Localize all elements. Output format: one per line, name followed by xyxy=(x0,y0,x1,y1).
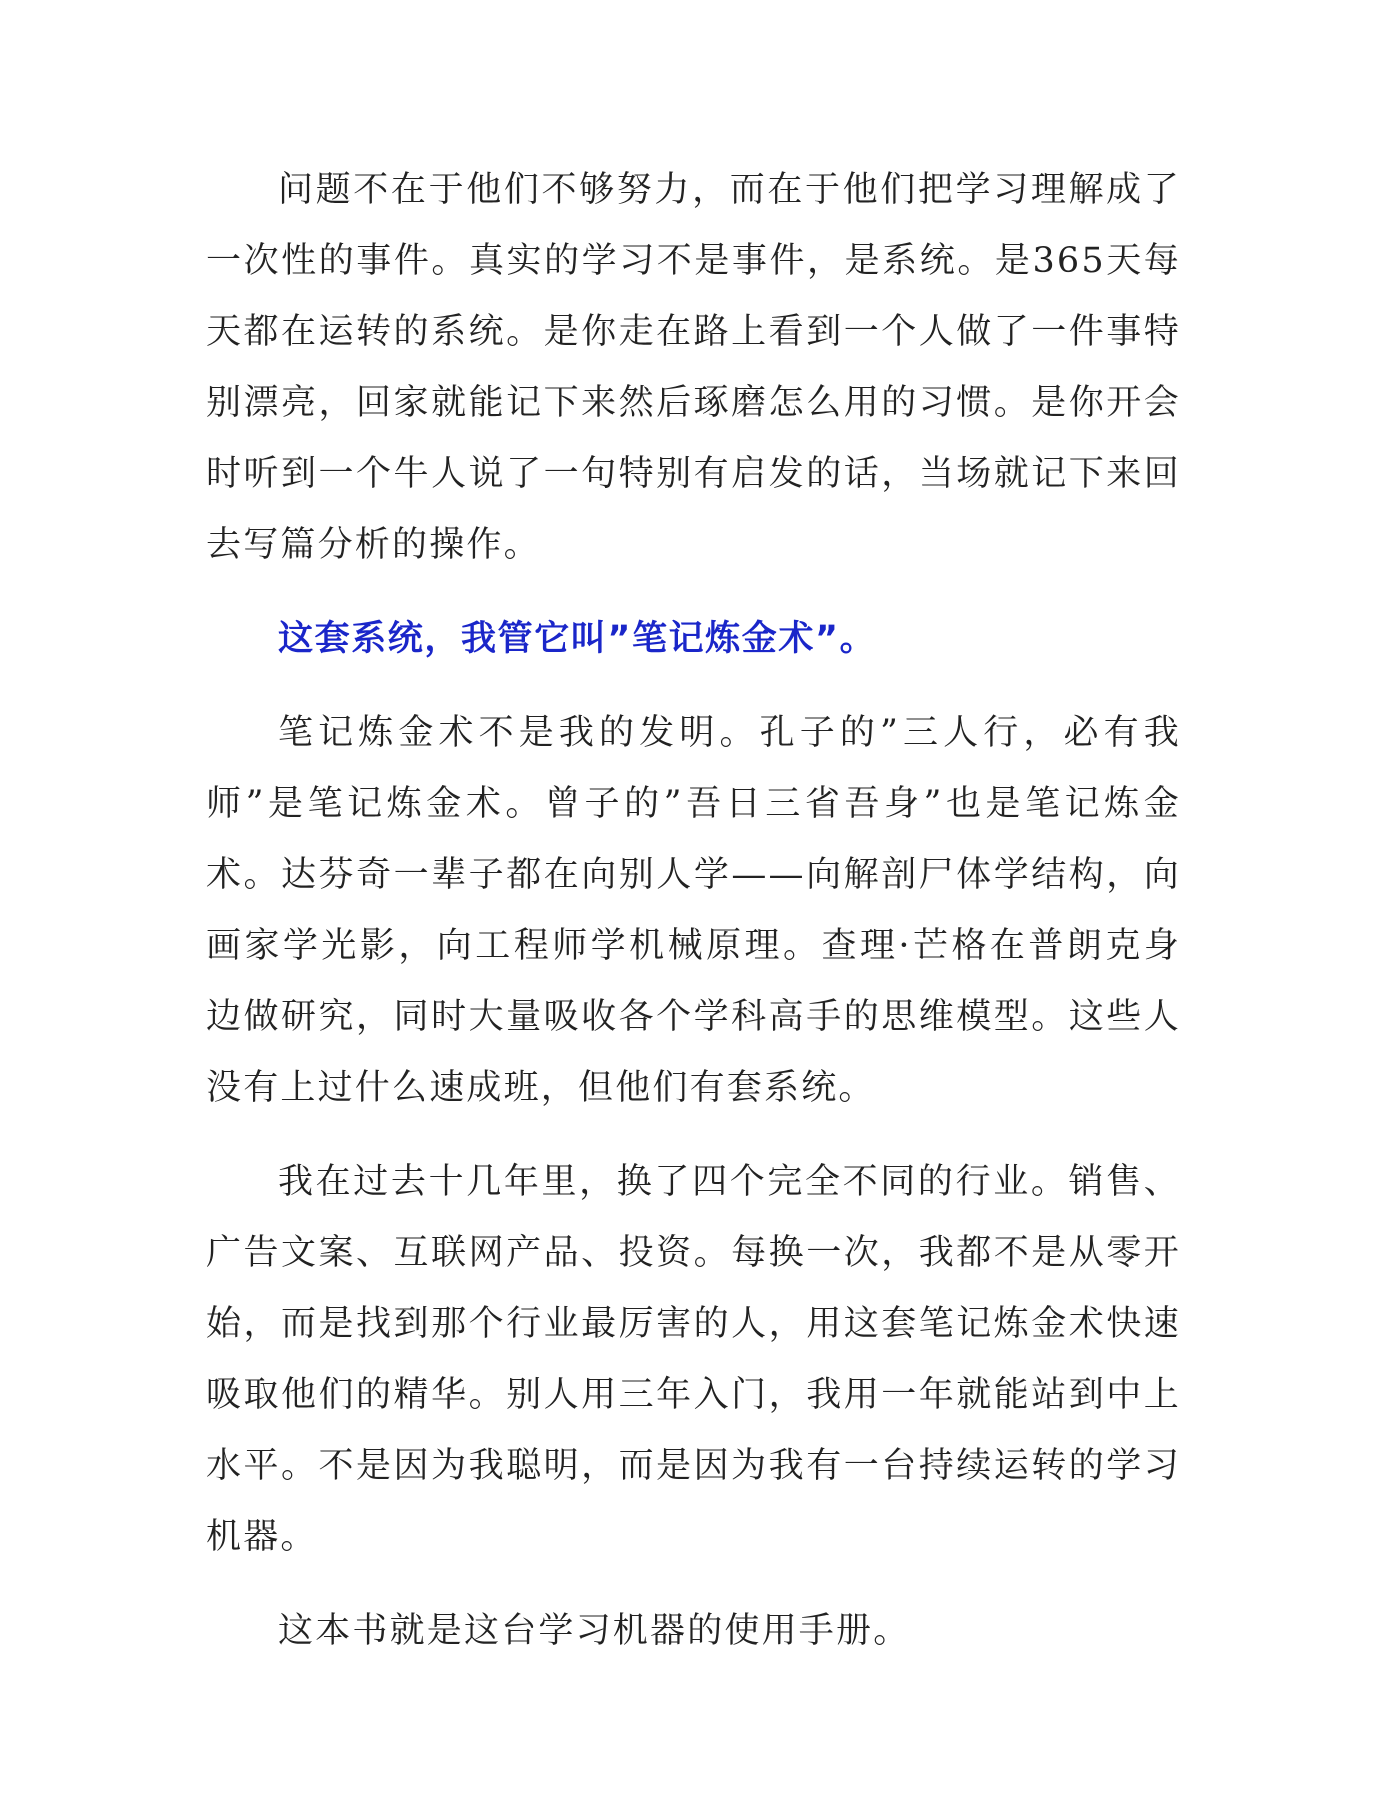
paragraph-book-purpose: 这本书就是这台学习机器的使用手册。 xyxy=(278,1611,911,1651)
paragraph-learning-system: 问题不在于他们不够努力，而在于他们把学习理解成了一次性的事件。真实的学习不是事件，是系统。是365天每天都在运转的系统。是你走在路上看到一个人做了一件事特别漂亮，回家就能记下来然后琢磨怎么用的习惯。是你开会时听到一个牛人说了一句特别有启发的话，当场就记下来回去写篇分析的操作。 xyxy=(206,170,1181,565)
paragraph-historical-examples: 笔记炼金术不是我的发明。孔子的”三人行，必有我师”是笔记炼金术。曾子的”吾日三省吾身”也是笔记炼金术。达芬奇一辈子都在向别人学——向解剖尸体学结构，向画家学光影，向工程师学机械原理。查理·芒格在普朗克身边做研究，同时大量吸收各个学科高手的思维模型。这些人没有上过什么速成班，但他们有套系统。 xyxy=(206,713,1181,1108)
paragraph-personal-experience: 我在过去十几年里，换了四个完全不同的行业。销售、广告文案、互联网产品、投资。每换一次，我都不是从零开始，而是找到那个行业最厉害的人，用这套笔记炼金术快速吸取他们的精华。别人用三年入门，我用一年就能站到中上水平。不是因为我聪明，而是因为我有一台持续运转的学习机器。 xyxy=(206,1162,1181,1557)
document-page xyxy=(206,155,1181,1667)
paragraph-note-alchemy-highlight: 这套系统，我管它叫”笔记炼金术”。 xyxy=(278,619,877,659)
